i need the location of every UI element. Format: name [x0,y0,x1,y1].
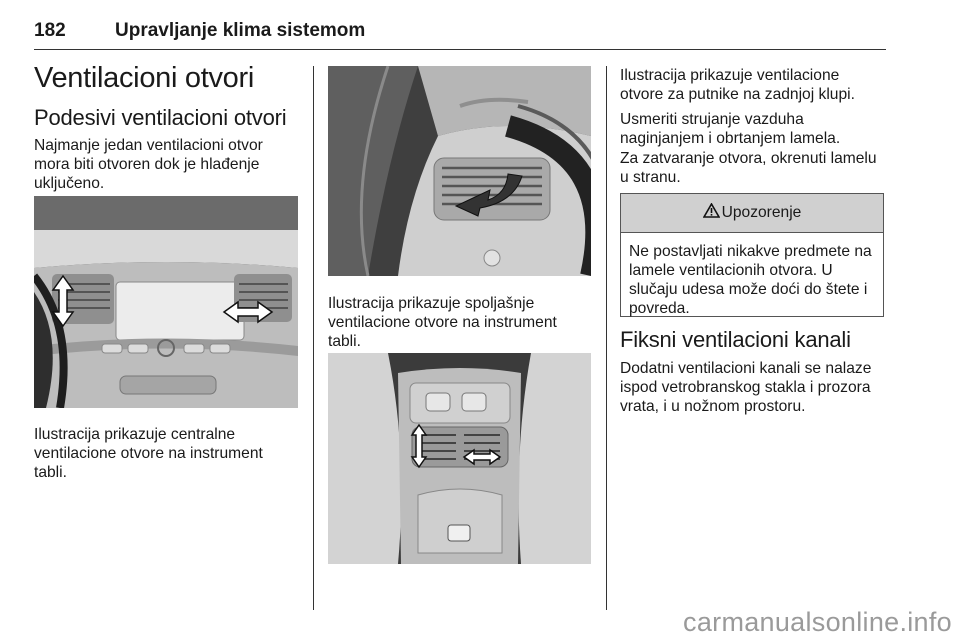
header-rule [34,49,886,50]
column-divider-2 [606,66,607,610]
warning-box [620,193,884,317]
paragraph-close-vent: Za zatvaranje otvora, okrenuti lamelu u stranu. [620,150,877,186]
intro-paragraph: Najmanje jedan ventilacioni otvor mora biti otvoren dok je hlađenje uključeno. [34,137,263,192]
page-number: 182 [34,20,66,41]
chapter-title: Upravljanje klima sistemom [115,20,366,41]
paragraph-direct-airflow: Usmeriti strujanje vazduha naginjanjem i obrtanjem lamela. [620,111,841,147]
warning-title: Upozorenje [721,204,802,221]
column-divider-1 [313,66,314,610]
figure-rear-vents [328,353,591,564]
figure-outer-vents [328,66,591,276]
figure-center-vents [34,196,298,408]
subsection-title: Podesivi ventilacioni otvori [34,105,287,130]
section-title-fixed-ducts: Fiksni ventilacioni kanali [620,327,851,352]
figure-caption-center: Ilustracija prikazuje centralne ventilacione otvore na instrument tabli. [34,426,263,481]
warning-text: Ne postavljati nikakve predmete na lamele ventilacionih otvora. U slučaju udesa može doći do štete i povreda. [629,243,872,317]
caption-rear-vents: Ilustracija prikazuje ventilacione otvore za putnike na zadnjoj klupi. [620,67,855,103]
warning-triangle-icon [703,203,720,223]
watermark: carmanualsonline.info [683,607,952,637]
section-title: Ventilacioni otvori [34,62,254,94]
paragraph-fixed-ducts: Dodatni ventilacioni kanali se nalaze ispod vetrobranskog stakla i prozora vrata, i u nožnom prostoru. [620,360,872,415]
warning-header [621,194,883,233]
figure-caption-outer: Ilustracija prikazuje spoljašnje ventilacione otvore na instrument tabli. [328,295,557,350]
